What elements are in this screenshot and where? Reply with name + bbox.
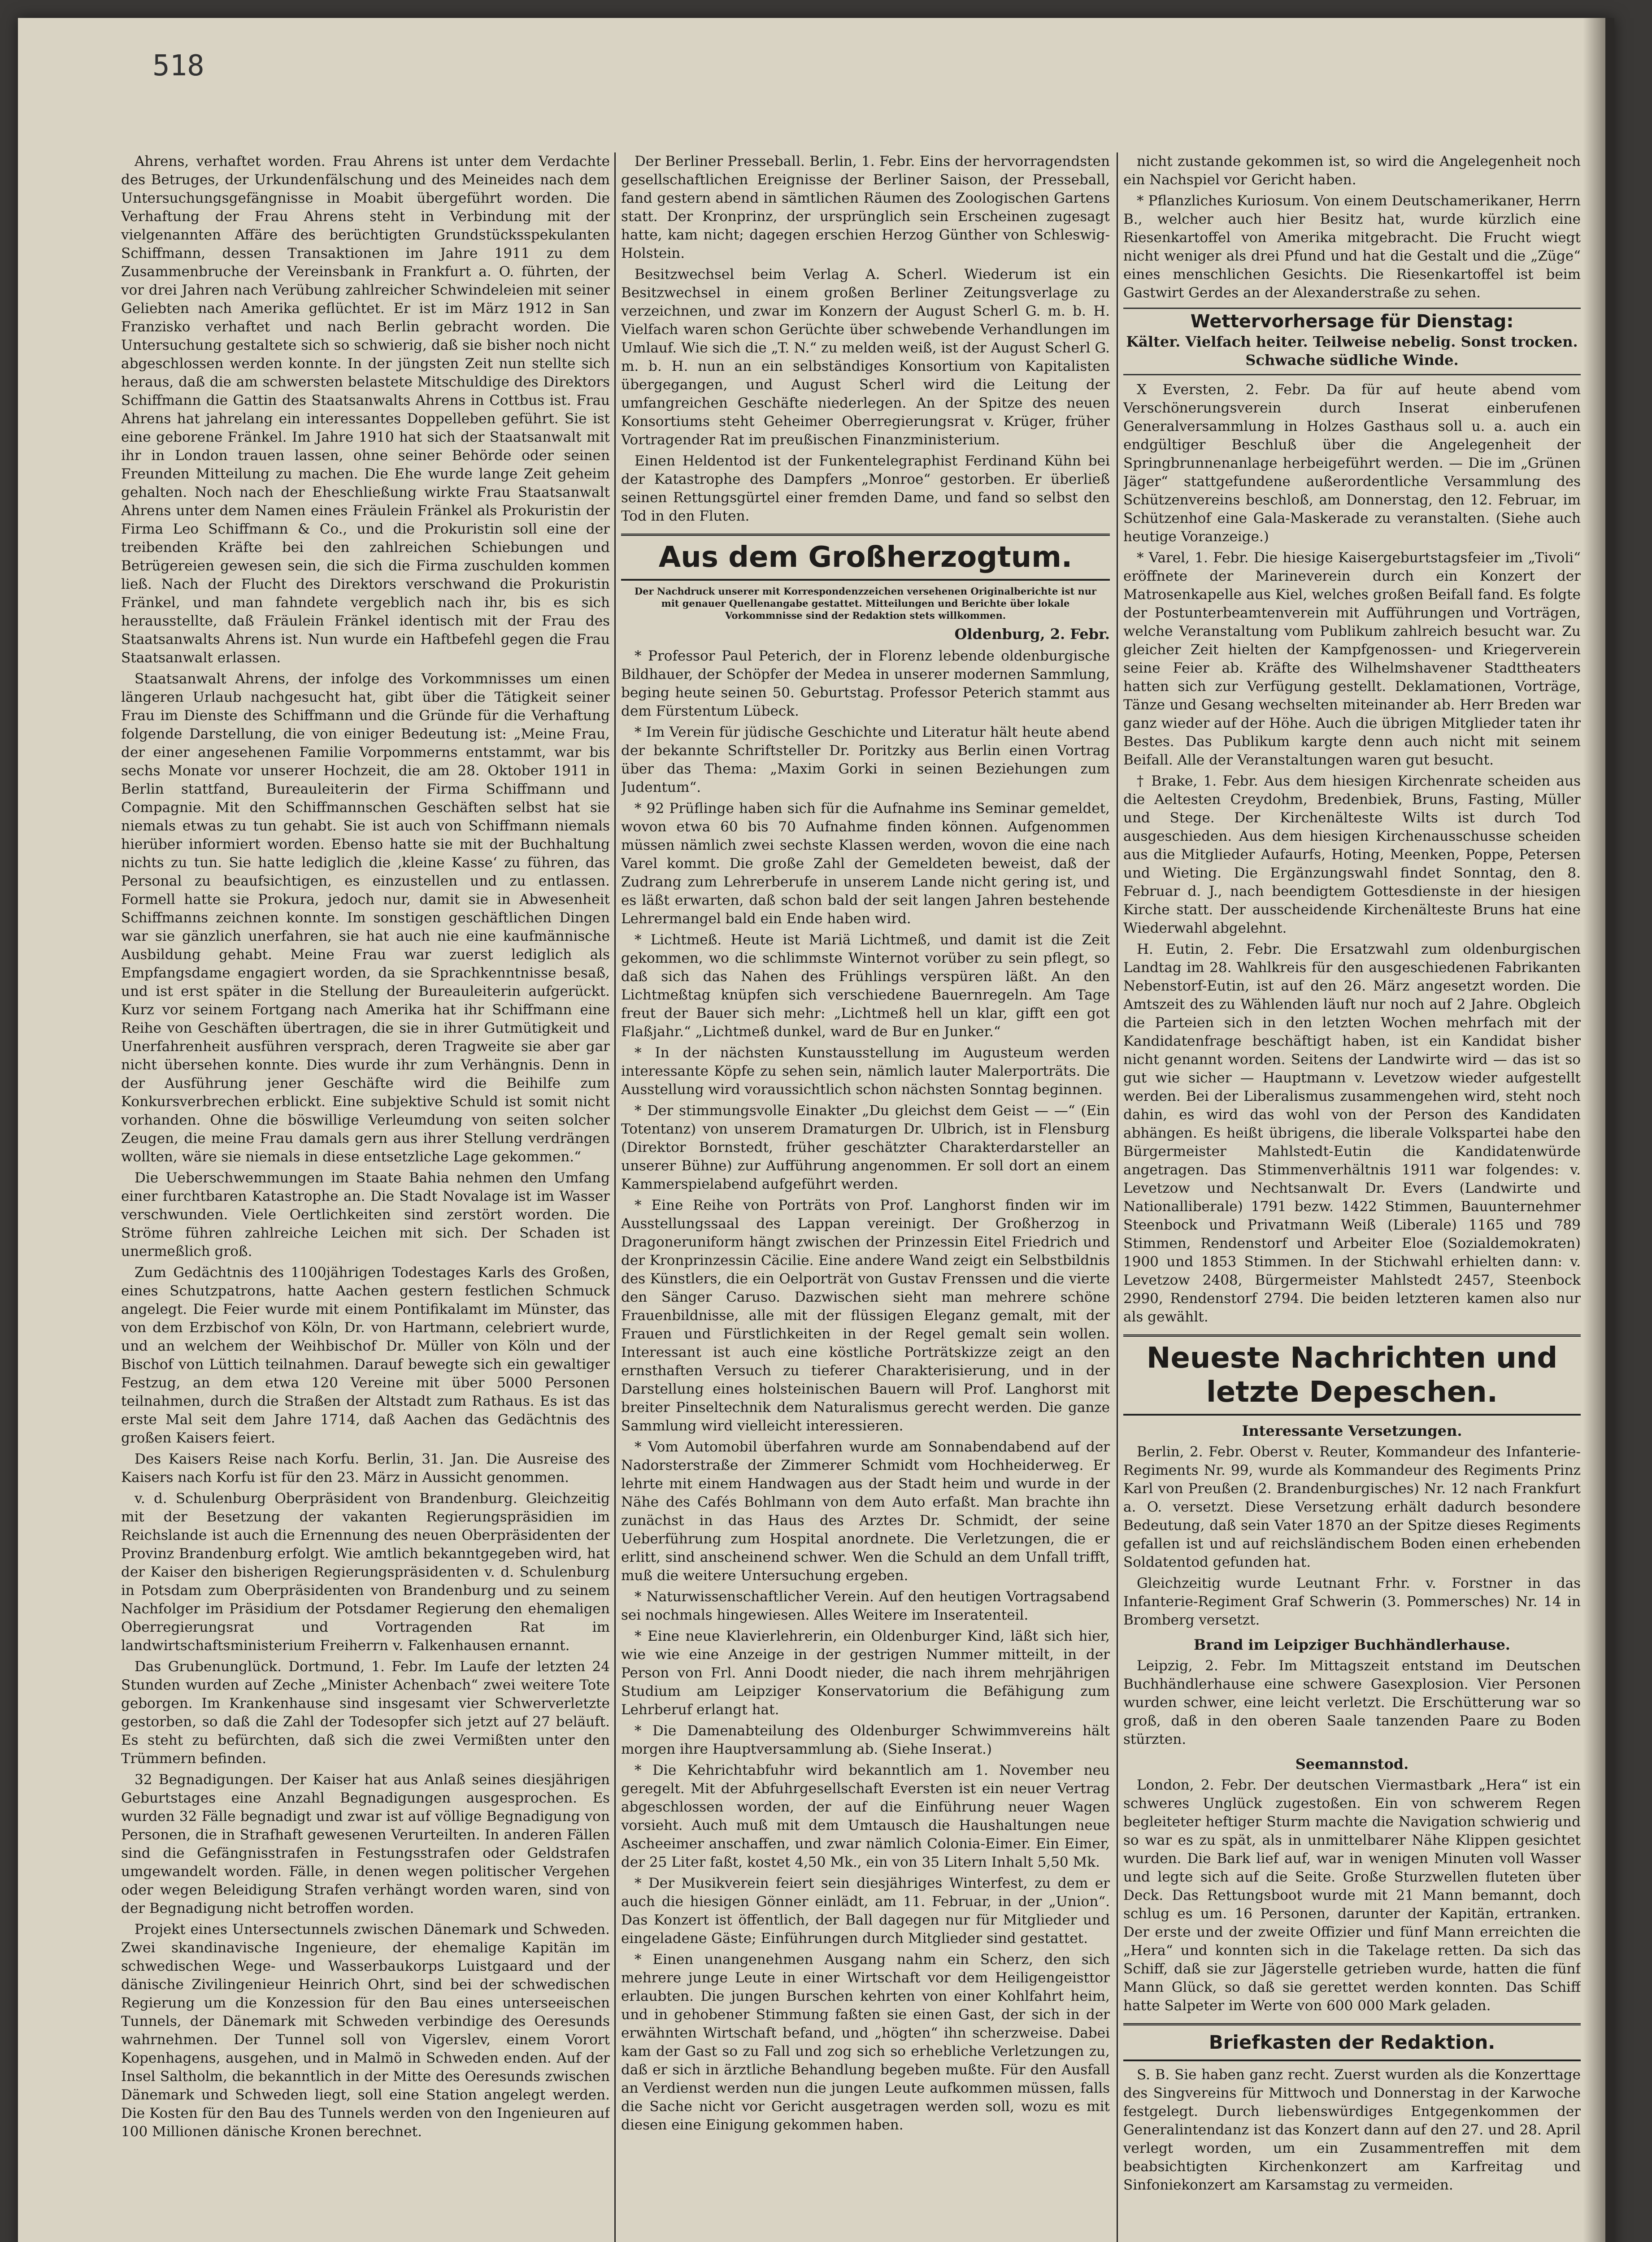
- col1-paragraph: v. d. Schulenburg Oberpräsident von Brandenburg. Gleichzeitig mit der Besetzung der vakanten Regierungspräsidien im Reichslande ist auch die Ernennung des neuen Oberpräsidenten der Provinz Brandenburg erfolgt. Wie amtlich bekanntgegeben wird, hat der Kaiser den bisherigen Regierungspräsidenten v. d. Schulenburg in Potsdam zum Oberpräsidenten von Brandenburg und zu seinem Nachfolger im Präsidium der Potsdamer Regierung den ehemaligen Oberregierungsrat und Vortragenden Rat im landwirtschaftsministerium Freiherrn v. Falkenhausen ernannt.: [121, 1490, 610, 1654]
- col1-paragraph: Ahrens, verhaftet worden. Frau Ahrens ist unter dem Verdachte des Betruges, der Urkundenfälschung und des Meineides nach dem Untersuchungsgefängnisse in Moabit übergeführt worden. Die Verhaftung der Frau Ahrens steht in Verbindung mit der vielgenannten Affäre des berüchtigten Grundstücksspekulanten Schiffmann, dessen Transaktionen im Jahre 1911 zu dem Zusammenbruche der Vereinsbank in Frankfurt a. O. führten, der vor drei Jahren nach Verübung zahlreicher Schwindeleien mit seiner Geliebten nach Amerika geflüchtet. Er ist im März 1912 in San Franzisko verhaftet und nach Berlin gebracht worden. Die Untersuchung gestaltete sich so schwierig, daß sie bisher noch nicht abgeschlossen werden konnte. In der jüngsten Zeit nun stellte sich heraus, daß die am schwersten belastete Mitschuldige des Direktors Schiffmann die Gattin des Staatsanwalts Ahrens in Cottbus ist. Frau Ahrens hat jahrelang ein interessantes Doppelleben geführt. Sie ist eine geborene Fränkel. Im Jahre 1910 hat sich der Staatsanwalt mit ihr in London trauen lassen, ohne seiner Behörde oder seinen Freunden Mitteilung zu machen. Die Ehe wurde lange Zeit geheim gehalten. Noch nach der Eheschließung wirkte Frau Staatsanwalt Ahrens unter dem Namen eines Fräulein Fränkel als Prokuristin der Firma Leo Schiffmann & Co., und die Prokuristin soll eine der treibenden Kräfte bei den zahlreichen Schiebungen und Betrügereien gewesen sein, die sich die Firma zuschulden kommen ließ. Nach der Flucht des Direktors verschwand die Prokuristin Fränkel, und man fahndete vergeblich nach ihr, bis es sich herausstellte, daß Fräulein Fränkel identisch mit der Frau des Staatsanwalts Ahrens ist. Nun wurde ein Haftbefehl gegen die Frau Staatsanwalt erlassen.: [121, 153, 610, 666]
- col3-letter: S. B. Sie haben ganz recht. Zuerst wurden als die Konzerttage des Singvereins für Mittwoch und Donnerstag in der Karwoche festgelegt. Durch liebenswürdiges Entgegenkommen der Generalintendanz ist das Konzert dann auf den 27. und 28. April verlegt worden, um ein Zusammentreffen mit dem beabsichtigten Kirchenkonzert am Karfreitag und Sinfoniekonzert am Karsamstag zu vermeiden.: [1123, 2067, 1581, 2193]
- col3-news-item: X Eversten, 2. Febr. Da für auf heute abend vom Verschönerungsverein durch Inserat einberufenen Generalversammlung in Holzes Gasthaus soll u. a. auch ein endgültiger Beschluß über die Angelegenheit der Springbrunnenanlage herbeigeführt werden. — Die im „Grünen Jäger“ stattgefundene außerordentliche Versammlung des Schützenvereins beschloß, am Donnerstag, den 12. Februar, im Schützenhof eine Gala-Maskerade zu veranstalten. (Siehe auch heutige Voranzeige.): [1123, 382, 1581, 545]
- col2-news-item: * Vom Automobil überfahren wurde am Sonnabendabend auf der Nadorsterstraße der Zimmerer Schmidt vom Hochheiderweg. Er lehrte mit einem Handwagen aus der Stadt heim und wurde in der Nähe des Cafés Bohlmann von dem Auto erfaßt. Man brachte ihn zunächst in das Haus des Arztes Dr. Schmidt, der seine Ueberführung zum Hospital anordnete. Die Verletzungen, die er erlitt, sind anscheinend schwer. Wen die Schuld an dem Unfall trifft, muß die weitere Untersuchung ergeben.: [621, 1439, 1110, 1584]
- col1-paragraph: Staatsanwalt Ahrens, der infolge des Vorkommnisses um einen längeren Urlaub nachgesucht hat, gibt über die Tätigkeit seiner Frau im Dienste des Schiffmann und die Gründe für die Verhaftung folgende Darstellung, die von einiger Bedeutung ist: „Meine Frau, der einer angesehenen Familie Vorpommerns entstammt, war bis sechs Monate vor unserer Hochzeit, die am 28. Oktober 1911 in Berlin stattfand, Bureauleiterin der Firma Schiffmann und Compagnie. Mit den Schiffmannschen Geschäften selbst hat sie niemals etwas zu tun gehabt. Sie ist auch von Schiffmann niemals hierüber informiert worden. Ebenso hatte sie mit der Buchhaltung nichts zu tun. Sie hatte lediglich die ‚kleine Kasse‘ zu führen, das Personal zu beaufsichtigen, es einzustellen und zu entlassen. Formell hatte sie Prokura, jedoch nur, damit sie in Abwesenheit Schiffmanns zeichnen konnte. Im sonstigen geschäftlichen Dingen war sie gänzlich unerfahren, sie hat auch nie eine kaufmännische Ausbildung gehabt. Meine Frau war zuerst lediglich als Empfangsdame engagiert worden, da sie Sprachkenntnisse besaß, und ist erst später in die Stellung der Bureauleiterin aufgerückt. Kurz vor seinem Fortgang nach Amerika hat ihr Schiffmann eine Reihe von Geschäften übertragen, die sie in ihrer Gutmütigkeit und Unerfahrenheit ausführen versprach, deren Tragweite sie aber gar nicht übersehen konnte. Dies wurde ihr zum Verhängnis. Denn in der Ausführung jener Geschäfte wird die Beihilfe zum Konkursverbrechen erblickt. Eine subjektive Schuld ist somit nicht vorhanden. Ohne die böswillige Verleumdung von seiten solcher Zeugen, die meine Frau damals gern aus ihrer Stellung verdrängen wollten, wäre sie niemals in diese entsetzliche Lage gekommen.“: [121, 671, 610, 1165]
- col3-news-item: † Brake, 1. Febr. Aus dem hiesigen Kirchenrate scheiden aus die Aeltesten Creydohm, Bredenbiek, Bruns, Fasting, Müller und Stege. Der Kirchenälteste Wilts ist durch Tod ausgeschieden. Aus dem hiesigen Kirchenausschusse scheiden aus die Mitglieder Aufaurfs, Hoting, Meenken, Poppe, Petersen und Wieting. Die Ergänzungswahl findet Sonntag, den 8. Februar d. J., nach beendigtem Gottesdienste in der hiesigen Kirche statt. Der ausscheidende Kirchenälteste Bruns hat eine Wiederwahl abgelehnt.: [1123, 773, 1581, 936]
- col2-news-item: * Naturwissenschaftlicher Verein. Auf den heutigen Vortragsabend sei nochmals hingewiesen. Alles Weitere im Inseratenteil.: [621, 1589, 1110, 1623]
- section-title-neueste-nachrichten: Neueste Nachrichten und letzte Depeschen.: [1123, 1334, 1581, 1416]
- column-3: [1123, 152, 1581, 2242]
- col1-paragraph: Des Kaisers Reise nach Korfu. Berlin, 31. Jan. Die Ausreise des Kaisers nach Korfu ist für den 23. März in Aussicht genommen.: [121, 1451, 610, 1486]
- weather-text: Kälter. Vielfach heiter. Teilweise nebelig. Sonst trocken. Schwache südliche Winde.: [1123, 333, 1581, 375]
- col2-news-item: * Der stimmungsvolle Einakter „Du gleichst dem Geist — —“ (Ein Totentanz) von unserem Dramaturgen Dr. Ulbrich, ist in Flensburg (Direktor Bornstedt, früher geschätzter Charakterdarsteller an unserer Bühne) zur Aufführung angenommen. Er soll dort an einem Kammerspielabend aufgeführt werden.: [621, 1103, 1110, 1192]
- col3-dispatch: Gleichzeitig wurde Leutnant Frhr. v. Forstner in das Infanterie-Regiment Graf Schwerin (3. Pommersches) Nr. 14 in Bromberg versetzt.: [1123, 1575, 1581, 1628]
- col3-paragraph: * Pflanzliches Kuriosum. Von einem Deutschamerikaner, Herrn B., welcher auch hier Besitz hat, wurde kürzlich eine Riesenkartoffel von Amerika mitgebracht. Die Frucht wiegt nicht weniger als drei Pfund und hat die Gestalt und die „Züge“ eines menschlichen Gesichts. Die Riesenkartoffel ist beim Gastwirt Gerdes an der Alexanderstraße zu sehen.: [1123, 193, 1581, 301]
- column-2: [621, 152, 1110, 2242]
- column-rule-2: [1117, 152, 1118, 2242]
- page-number: 518: [152, 49, 204, 83]
- subheading: Seemannstod.: [1295, 1755, 1409, 1773]
- col2-news-item: * Professor Paul Peterich, der in Florenz lebende oldenburgische Bildhauer, der Schöpfer der Medea in unserer modernen Sammlung, beging heute seinen 50. Geburtstag. Professor Peterich stammt aus dem Fürstentum Lübeck.: [621, 648, 1110, 719]
- newspaper-page: [18, 18, 1614, 2242]
- dateline: Oldenburg, 2. Febr.: [954, 626, 1110, 643]
- col1-paragraph: Projekt eines Untersectunnels zwischen Dänemark und Schweden. Zwei skandinavische Ingenieure, der ehemalige Kapitän im schwedischen Wege- und Wasserbaukorps Luistgaard und der dänische Zivilingenieur Heinrich Ohrt, sind bei der schwedischen Regierung um die Konzession für den Bau eines unterseeischen Tunnels, der Dänemark mit Schweden verbindige des Oeresunds wahrnehmen. Der Tunnel soll von Vigerslev, einem Vorort Kopenhagens, ausgehen, und in Malmö in Schweden enden. Auf der Insel Saltholm, die bekanntlich in der Mitte des Oeresunds zwischen Dänemark und Schweden liegt, soll eine Station angelegt werden. Die Kosten für den Bau des Tunnels werden von den Ingenieuren auf 100 Millionen dänische Kronen berechnet.: [121, 1921, 610, 2140]
- col3-paragraph: nicht zustande gekommen ist, so wird die Angelegenheit noch ein Nachspiel vor Gericht haben.: [1123, 153, 1581, 188]
- subheading: Brand im Leipziger Buchhändlerhause.: [1194, 1636, 1510, 1653]
- col2-paragraph: Der Berliner Presseball. Berlin, 1. Febr. Eins der hervorragendsten gesellschaftlichen Ereignisse der Berliner Saison, der Presseball, fand gestern abend in sämtlichen Räumen des Zoologischen Gartens statt. Der Kronprinz, der ursprünglich sein Erscheinen zugesagt hatte, kam nicht; dagegen erschien Herzog Günther von Schleswig-Holstein.: [621, 153, 1110, 261]
- col2-news-item: * Die Damenabteilung des Oldenburger Schwimmvereins hält morgen ihre Hauptversammlung ab. (Siehe Inserat.): [621, 1723, 1110, 1757]
- col2-news-item: * Eine Reihe von Porträts von Prof. Langhorst finden wir im Ausstellungssaal des Lappan vereinigt. Der Großherzog in Dragoneruniform hängt zwischen der Prinzessin Eitel Friedrich und der Kronprinzessin Cäcilie. Eine andere Wand zeigt ein Selbstbildnis des Künstlers, die ein Oelporträt von Gustav Frenssen und die vierte den Sänger Caruso. Dazwischen sieht man mehrere schöne Frauenbildnisse, alle mit der flüssigen Eleganz gemalt, mit der Frauen und Fürstlichkeiten in der Regel gemalt sein wollen. Interessant ist auch eine köstliche Porträtskizze zeigt an den ernsthaften Versuch zu tieferer Charakterisierung, und in der Darstellung eines holsteinischen Bauern will Prof. Langhorst mit breiter Pinseltechnik dem Naturalismus gerecht werden. Die ganze Sammlung wird vielleicht interessieren.: [621, 1197, 1110, 1434]
- col1-paragraph: 32 Begnadigungen. Der Kaiser hat aus Anlaß seines diesjährigen Geburtstages eine Anzahl Begnadigungen ausgesprochen. Es wurden 32 Fälle begnadigt und zwar ist auf völlige Begnadigung von Personen, die in Strafhaft gewesenen Verurteilten. In anderen Fällen sind die Gefängnisstrafen in Festungsstrafen oder Geldstrafen umgewandelt worden. Fälle, in denen wegen politischer Vergehen oder wegen Beleidigung Strafen verhängt worden waren, sind von der Begnadigung nicht betroffen worden.: [121, 1772, 610, 1916]
- col3-dispatch: Leipzig, 2. Febr. Im Mittagszeit entstand im Deutschen Buchhändlerhause eine schwere Gasexplosion. Vier Personen wurden schwer, eine leicht verletzt. Die Erschütterung war so groß, daß in den oberen Saale tanzenden Paare zu Boden stürzten.: [1123, 1658, 1581, 1747]
- col1-paragraph: Die Ueberschwemmungen im Staate Bahia nehmen den Umfang einer furchtbaren Katastrophe an. Die Stadt Novalage ist im Wasser verschwunden. Viele Oertlichkeiten sind zerstört worden. Die Ströme führen zahlreiche Leichen mit sich. Der Schaden ist unermeßlich groß.: [121, 1170, 610, 1260]
- col2-news-item: * 92 Prüflinge haben sich für die Aufnahme ins Seminar gemeldet, wovon etwa 60 bis 70 Aufnahme finden können. Aufgenommen müssen nämlich zwei sechste Klassen werden, wovon die eine nach Varel kommt. Die große Zahl der Gemeldeten beweist, daß der Zudrang zum Lehrerberufe in unserem Lande nicht gering ist, und es läßt erwarten, daß schon bald der seit langen Jahren bestehende Lehrermangel bald ein Ende haben wird.: [621, 800, 1110, 927]
- col3-dispatch: Berlin, 2. Febr. Oberst v. Reuter, Kommandeur des Infanterie-Regiments Nr. 99, wurde als Kommandeur des Regiments Prinz Karl von Preußen (2. Brandenburgisches) Nr. 12 nach Frankfurt a. O. versetzt. Diese Versetzung erhält dadurch besondere Bedeutung, daß sein Vater 1870 an der Spitze dieses Regiments gefallen ist und auf reichsländischem Boden einen erhebenden Soldatentod gefunden hat.: [1123, 1444, 1581, 1570]
- weather-title: Wettervorhersage für Dienstag:: [1123, 308, 1581, 331]
- section-title-briefkasten: Briefkasten der Redaktion.: [1123, 2023, 1581, 2061]
- col2-paragraph: Besitzwechsel beim Verlag A. Scherl. Wiederum ist ein Besitzwechsel in einem großen Berliner Zeitungsverlage zu verzeichnen, und zwar im Konzern der August Scherl G. m. b. H. Vielfach waren schon Gerüchte über schwebende Verhandlungen im Umlauf. Wie sich die „T. N.“ zu melden weiß, ist der August Scherl G. m. b. H. nun an ein selbständiges Konsortium von Kapitalisten übergegangen, und August Scherl wird die Leitung der umfangreichen Geschäfte niederlegen. An der Spitze des neuen Konsortiums steht Geheimer Oberregierungsrat v. Krüger, früher Vortragender Rat im preußischen Finanzministerium.: [621, 266, 1110, 448]
- col2-news-item: * Eine neue Klavierlehrerin, ein Oldenburger Kind, läßt sich hier, wie wie eine Anzeige in der gestrigen Nummer mitteilt, in der Person von Frl. Anni Doodt nieder, die nach ihrem mehrjährigen Studium am Leipziger Konservatorium die Befähigung zum Lehrberuf erlangt hat.: [621, 1628, 1110, 1718]
- scan-border: [1605, 18, 1614, 2242]
- column-1: [121, 152, 610, 2242]
- section-note: Der Nachdruck unserer mit Korrespondenzzeichen versehenen Originalberichte ist nur mit genauer Quellenangabe gestattet. Mitteilungen und Berichte über lokale Vorkommnisse sind der Redaktion stets willkommen.: [634, 586, 1097, 621]
- col3-news-item: H. Eutin, 2. Febr. Die Ersatzwahl zum oldenburgischen Landtag im 28. Wahlkreis für den ausgeschiedenen Fabrikanten Nebenstorf-Eutin, ist auf den 26. März angesetzt worden. Die Amtszeit des zu Wählenden läuft nur noch auf 2 Jahre. Obgleich die Parteien sich in den letzten Wochen mehrfach mit der Kandidatenfrage beschäftigt haben, ist ein Kandidat bisher nicht genannt worden. Seitens der Landwirte wird — das ist so gut wie sicher — Hauptmann v. Levetzow wieder aufgestellt werden. Bei der Liberalismus zusammengehen wird, steht noch dahin, es wird das wohl von der Person des Kandidaten abhängen. Es heißt übrigens, die liberale Volkspartei habe den Bürgermeister Mahlstedt-Eutin die Kandidatenwürde angetragen. Das Stimmenverhältnis 1911 war folgendes: v. Levetzow und Nechtsanwalt Dr. Evers (Landwirte und Nationalliberale) 1791 bezw. 1422 Stimmen, Bauunternehmer Steenbock und Privatmann Weiß (Liberale) 1165 und 789 Stimmen, Rendenstorf und Arbeiter Eloe (Sozialdemokraten) 1900 und 1853 Stimmen. In der Stichwahl erhielten dann: v. Levetzow 2408, Bürgermeister Mahlstedt 2457, Steenbock 2990, Rendenstorf 2794. Die beiden letzteren kamen also nur als gewählt.: [1123, 941, 1581, 1325]
- col2-news-item: * Der Musikverein feiert sein diesjähriges Winterfest, zu dem er auch die hiesigen Gönner einlädt, am 11. Februar, in der „Union“. Das Konzert ist öffentlich, der Ball dagegen nur für Mitglieder und eingeladene Gäste; Einführungen durch Mitglieder sind gestattet.: [621, 1875, 1110, 1947]
- section-title-grossherzogtum: Aus dem Großherzogtum.: [621, 534, 1110, 581]
- col1-paragraph: Das Grubenunglück. Dortmund, 1. Febr. Im Laufe der letzten 24 Stunden wurden auf Zeche „Minister Achenbach“ zwei weitere Tote geborgen. Im Krankenhause sind insgesamt vier Schwerverletzte gestorben, so daß die Zahl der Todesopfer sich jetzt auf 27 beläuft. Es steht zu befürchten, daß sich die zwei Vermißten unter den Trümmern befinden.: [121, 1659, 610, 1767]
- col3-news-item: * Varel, 1. Febr. Die hiesige Kaisergeburtstagsfeier im „Tivoli“ eröffnete der Marineverein durch ein Konzert der Matrosenkapelle aus Kiel, welches großen Beifall fand. Es folgte der Postunterbeamtenverein mit Aufführungen und Vorträgen, welche Veranstaltung vom Publikum zahlreich besucht war. Zu gleicher Zeit hielten der Kampfgenossen- und Kriegerverein seine Feier ab. Kräfte des Wilhelmshavener Stadttheaters hatten sich zur Verfügung gestellt. Deklamationen, Vorträge, Tänze und Gesang wechselten miteinander ab. Herr Breden war ganz wieder auf der Höhe. Auch die übrigen Mitglieder taten ihr Bestes. Das Publikum kargte denn auch nicht mit seinem Beifall. Alle der Veranstaltungen waren gut besucht.: [1123, 550, 1581, 768]
- col3-dispatch: London, 2. Febr. Der deutschen Viermastbark „Hera“ ist ein schweres Unglück zugestoßen. Ein von schwerem Regen begleiteter heftiger Sturm machte die Navigation schwierig und so war es zu spät, als in unmittelbarer Nähe Klippen gesichtet wurden. Die Bark lief auf, war in wenigen Minuten voll Wasser und legte sich auf die Seite. Große Sturzwellen fluteten über Deck. Das Rettungsboot wurde mit 21 Mann bemannt, doch schlug es um. 16 Personen, darunter der Kapitän, ertranken. Der erste und der zweite Offizier und fünf Mann erreichten die „Hera“ und konnten sich in die Takelage retten. Da sich das Schiff, daß sie zur Jägerstelle getrieben wurde, hatten die fünf Mann Glück, so daß sie gerettet werden konnten. Das Schiff hatte Salpeter im Werte von 600 000 Mark geladen.: [1123, 1777, 1581, 2014]
- col2-paragraph: Einen Heldentod ist der Funkentelegraphist Ferdinand Kühn bei der Katastrophe des Dampfers „Monroe“ gestorben. Er überließ seinen Rettungsgürtel einer fremden Dame, und fand so selbst den Tod in den Fluten.: [621, 453, 1110, 524]
- col1-paragraph: Zum Gedächtnis des 1100jährigen Todestages Karls des Großen, eines Schutzpatrons, hatte Aachen gestern festlichen Schmuck angelegt. Die Feier wurde mit einem Pontifikalamt im Münster, das von dem Erzbischof von Köln, Dr. von Hartmann, celebriert wurde, und an welchem der Weihbischof Dr. Müller von Köln und der Bischof von Lüttich teilnahmen. Darauf bewegte sich ein gewaltiger Festzug, an dem etwa 120 Vereine mit über 5000 Personen teilnahmen, durch die Straßen der Altstadt zum Rathaus. Es ist das erste Mal seit dem Jahre 1714, daß Aachen das Gedächtnis des großen Kaisers feiert.: [121, 1264, 610, 1446]
- col2-news-item: * Lichtmeß. Heute ist Mariä Lichtmeß, und damit ist die Zeit gekommen, wo die schlimmste Winternot vorüber zu sein pflegt, so daß sich das Nahen des Frühlings verspüren läßt. An den Lichtmeßtag knüpfen sich verschiedene Bauernregeln. Am Tage freut der Bauer sich mehr: „Lichtmeß hell un klar, gifft een got Flaßjahr.“ „Lichtmeß dunkel, ward de Bur en Junker.“: [621, 932, 1110, 1040]
- col2-news-item: * Die Kehrichtabfuhr wird bekanntlich am 1. November neu geregelt. Mit der Abfuhrgesellschaft Eversten ist ein neuer Vertrag abgeschlossen worden, der auf die Einführung neuer Wagen vorsieht. Auch muß mit dem Umtausch die Haushaltungen neue Ascheeimer anschaffen, und zwar nämlich Colonia-Eimer. Ein Eimer, der 25 Liter faßt, kostet 4,50 Mk., ein von 35 Litern Inhalt 5,50 Mk.: [621, 1762, 1110, 1870]
- col2-news-item: * Im Verein für jüdische Geschichte und Literatur hält heute abend der bekannte Schriftsteller Dr. Poritzky aus Berlin einen Vortrag über das Thema: „Maxim Gorki in seinen Beziehungen zum Judentum“.: [621, 724, 1110, 795]
- subheading: Interessante Versetzungen.: [1242, 1422, 1462, 1439]
- col2-news-item: * In der nächsten Kunstausstellung im Augusteum werden interessante Köpfe zu sehen sein, nämlich lauter Malerporträts. Die Ausstellung wird voraussichtlich schon nächsten Sonntag beginnen.: [621, 1045, 1110, 1098]
- column-rule-1: [614, 152, 616, 2242]
- col2-news-item: * Einen unangenehmen Ausgang nahm ein Scherz, den sich mehrere junge Leute in einer Wirtschaft vor dem Heiligengeisttor erlaubten. Die jungen Burschen kehrten von einer Kohlfahrt heim, und in gehobener Stimmung faßten sie einen Gast, der sich in der erwähnten Wirtschaft befand, und „högten“ ihn scherzweise. Dabei kam der Gast so zu Fall und zog sich so erhebliche Verletzungen zu, daß er sich in ärztliche Behandlung begeben mußte. Für den Ausfall an Verdienst werden nun die jungen Leute aufkommen müssen, falls die Sache nicht vor Gericht ausgetragen werden soll, wozu es mit diesen eine Einigung gekommen haben.: [621, 1951, 1110, 2133]
